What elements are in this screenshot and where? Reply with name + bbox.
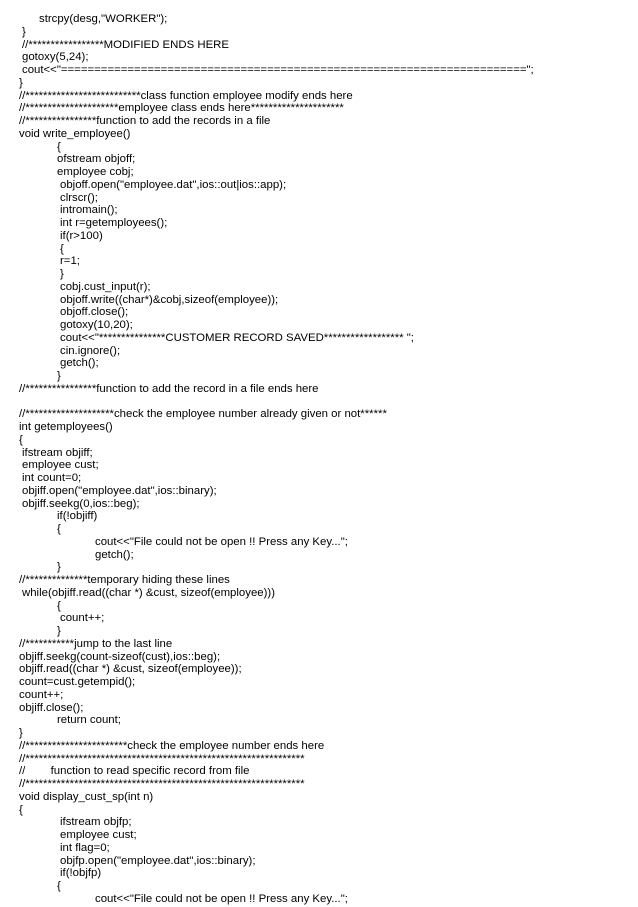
code-line: { bbox=[57, 523, 61, 535]
code-line: gotoxy(10,20); bbox=[60, 319, 133, 331]
code-line: int count=0; bbox=[22, 472, 82, 484]
code-line: employee cust; bbox=[22, 459, 99, 472]
code-line: //***********jump to the last line bbox=[19, 637, 173, 650]
code-line: //*****************MODIFIED ENDS HERE bbox=[22, 38, 229, 51]
code-line: } bbox=[57, 625, 61, 637]
code-line: //**************temporary hiding these lines bbox=[19, 574, 230, 586]
code-line: objoff.open("employee.dat",ios::out|ios::app); bbox=[60, 178, 287, 191]
code-line: int flag=0; bbox=[60, 841, 110, 854]
code-line: //*************************************************************** bbox=[19, 752, 305, 765]
code-line: { bbox=[57, 140, 61, 153]
code-line: //***********************check the employee number ends here bbox=[19, 739, 325, 752]
code-line: while(objiff.read((char *) &cust, sizeof(employee))) bbox=[22, 586, 276, 599]
code-line: count=cust.getempid(); bbox=[19, 676, 136, 688]
code-line: objiff.seekg(0,ios::beg); bbox=[22, 497, 140, 510]
code-line: cout<<"======================================================================"; bbox=[22, 64, 534, 76]
code-line: } bbox=[19, 76, 23, 89]
code-line: // function to read specific record from file bbox=[19, 765, 250, 778]
code-line: objiff.read((char *) &cust, sizeof(employee)); bbox=[19, 663, 242, 676]
code-line: cout<<"File could not be open !! Press any Key..."; bbox=[95, 892, 348, 905]
code-line: if(!objfp) bbox=[60, 867, 102, 880]
code-line: //**************************class function employee modify ends here bbox=[19, 89, 353, 102]
code-line: gotoxy(5,24); bbox=[22, 51, 89, 64]
code-line: int getemployees() bbox=[19, 421, 113, 433]
code-line: } bbox=[60, 268, 64, 280]
code-line: cout<<"***************CUSTOMER RECORD SAVED****************** "; bbox=[60, 331, 414, 344]
code-line: //****************function to add the record in a file ends here bbox=[19, 382, 319, 395]
code-line: //*********************employee class ends here********************* bbox=[19, 102, 344, 115]
code-line: { bbox=[57, 599, 61, 612]
code-line: void display_cust_sp(int n) bbox=[19, 790, 154, 803]
code-line: { bbox=[19, 433, 23, 446]
code-line: strcpy(desg,"WORKER"); bbox=[39, 13, 168, 25]
code-line: cin.ignore(); bbox=[60, 344, 121, 357]
code-line: { bbox=[19, 803, 23, 816]
code-line: objfp.open("employee.dat",ios::binary); bbox=[60, 854, 256, 867]
code-line: count++; bbox=[19, 688, 64, 701]
code-line: } bbox=[57, 561, 61, 574]
code-line: { bbox=[60, 242, 64, 255]
code-line: ifstream objiff; bbox=[22, 446, 93, 459]
code-line: ifstream objfp; bbox=[60, 816, 132, 829]
code-line: count++; bbox=[60, 612, 105, 625]
code-line: objiff.close(); bbox=[19, 701, 84, 714]
code-line: getch(); bbox=[60, 357, 99, 370]
code-line: return count; bbox=[57, 714, 121, 727]
code-line: //*************************************************************** bbox=[19, 778, 305, 790]
code-line: cobj.cust_input(r); bbox=[60, 280, 151, 293]
code-line: //****************function to add the records in a file bbox=[19, 115, 271, 127]
code-line: objoff.write((char*)&cobj,sizeof(employee)); bbox=[60, 293, 279, 306]
code-line: employee cust; bbox=[60, 829, 137, 841]
code-line: { bbox=[57, 880, 61, 892]
code-line: intromain(); bbox=[60, 204, 118, 217]
code-line: //********************check the employee number already given or not****** bbox=[19, 408, 387, 421]
code-line: } bbox=[57, 370, 61, 382]
code-line: objiff.open("employee.dat",ios::binary); bbox=[22, 484, 217, 497]
code-line: ofstream objoff; bbox=[57, 153, 136, 166]
code-line: getch(); bbox=[95, 548, 134, 561]
code-line: r=1; bbox=[60, 255, 80, 268]
code-line: objiff.seekg(count-sizeof(cust),ios::beg); bbox=[19, 650, 221, 663]
code-line: } bbox=[22, 25, 26, 38]
code-line: if(r>100) bbox=[60, 229, 103, 242]
code-line: int r=getemployees(); bbox=[60, 217, 168, 229]
code-line: } bbox=[19, 727, 23, 739]
code-line: objoff.close(); bbox=[60, 306, 129, 319]
code-line: clrscr(); bbox=[60, 191, 98, 204]
code-line: if(!objiff) bbox=[57, 510, 98, 523]
code-line: employee cobj; bbox=[57, 166, 134, 178]
code-line: void write_employee() bbox=[19, 127, 131, 140]
code-line: cout<<"File could not be open !! Press any Key..."; bbox=[95, 535, 348, 548]
